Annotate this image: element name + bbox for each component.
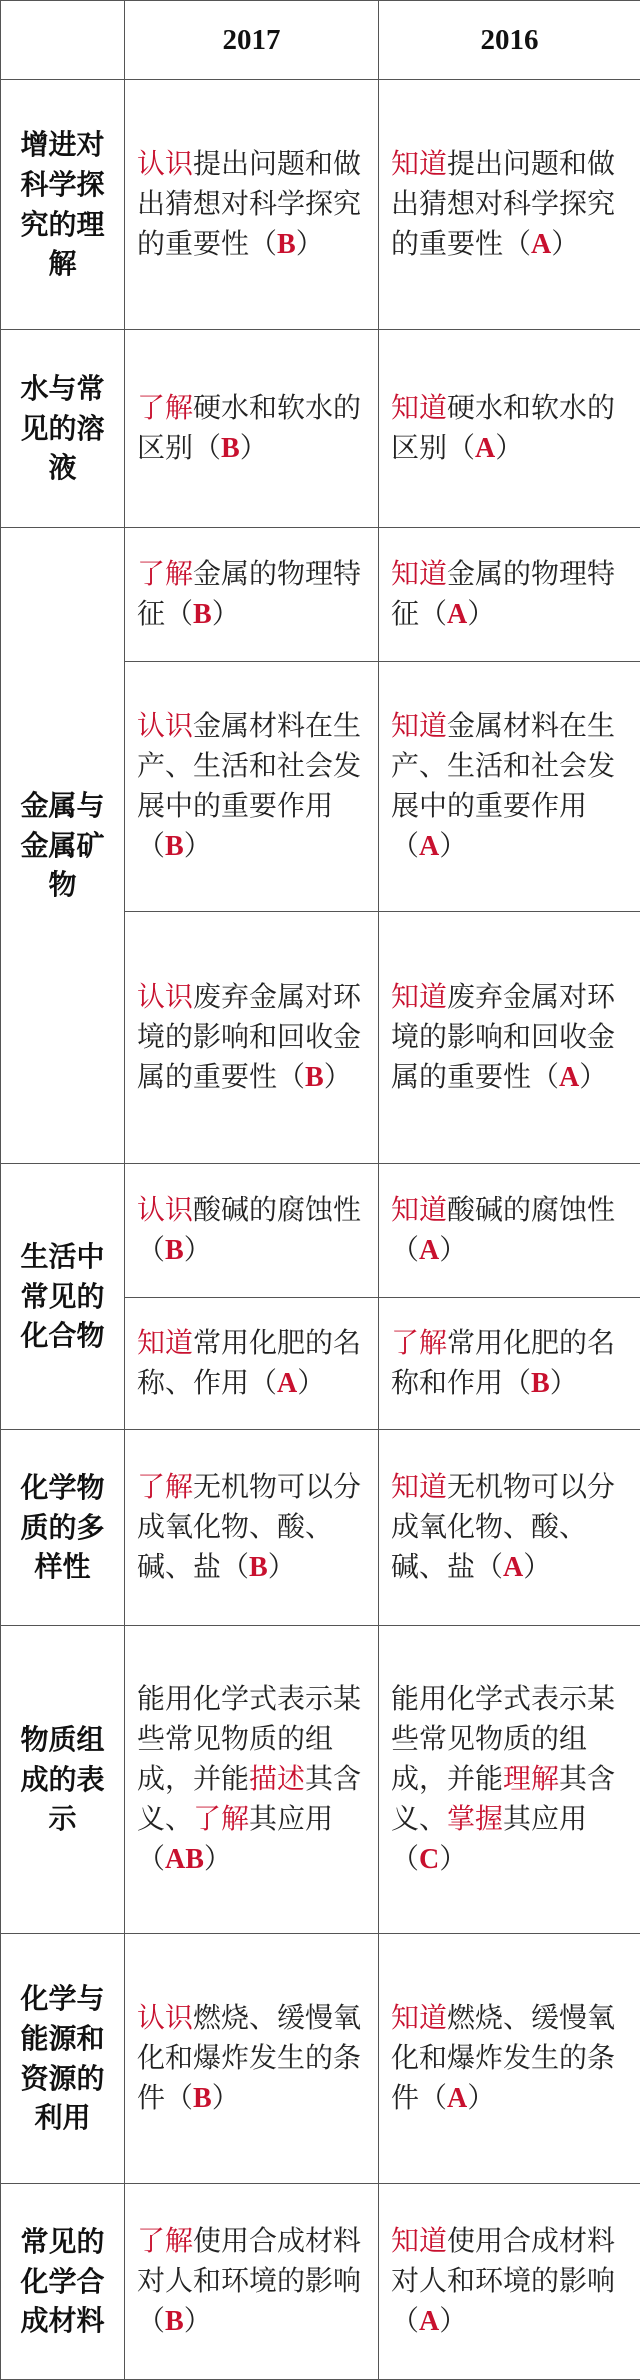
level-badge: A <box>447 2083 467 2114</box>
requirement-text-end: ） <box>184 2304 212 2337</box>
keyword: 描述 <box>249 1762 305 1795</box>
requirement-text: 燃烧、缓慢氧化和爆炸发生的条件（ <box>137 2001 361 2114</box>
keyword: 了解 <box>137 2224 193 2257</box>
requirement-text-end: ） <box>204 1842 232 1875</box>
requirement-text-end: ） <box>296 227 324 260</box>
requirement-text: 金属的物理特征（ <box>137 557 361 630</box>
corner-cell <box>1 1 125 80</box>
keyword: 认识 <box>137 980 193 1013</box>
keyword: 知道 <box>391 2001 447 2034</box>
requirement-text: 其含义、 <box>137 1762 361 1835</box>
level-badge: A <box>419 831 439 862</box>
requirement-text-end: ） <box>467 2081 495 2114</box>
table-row <box>1 1164 640 1298</box>
category-cell: 常见的化学合成材料 <box>1 2184 125 2380</box>
requirement-text: 酸碱的腐蚀性（ <box>137 1193 361 1266</box>
requirement-text-end: ） <box>439 1233 467 1266</box>
requirement-text: 提出问题和做出猜想对科学探究的重要性（ <box>391 147 615 260</box>
table-row <box>1 80 640 330</box>
level-badge: B <box>165 1235 184 1266</box>
table-row <box>1 528 640 662</box>
requirement-text-end: ） <box>297 1366 325 1399</box>
requirement-text: 能用化学式表示某些常见物质的组成，并能 <box>137 1682 361 1795</box>
level-badge: A <box>277 1368 297 1399</box>
requirement-text: 酸碱的腐蚀性（ <box>391 1193 615 1266</box>
requirement-text: 燃烧、缓慢氧化和爆炸发生的条件（ <box>391 2001 615 2114</box>
level-badge: B <box>305 1062 324 1093</box>
table-row <box>1 1430 640 1626</box>
requirement-2016 <box>379 528 640 662</box>
keyword: 认识 <box>137 709 193 742</box>
requirement-text: 使用合成材料对人和环境的影响（ <box>391 2224 615 2337</box>
category-cell: 增进对科学探究的理解 <box>1 80 125 330</box>
requirement-text-end: ） <box>184 1233 212 1266</box>
category-cell: 生活中常见的化合物 <box>1 1164 125 1430</box>
keyword: 了解 <box>137 1470 193 1503</box>
keyword: 了解 <box>137 557 193 590</box>
level-badge: A <box>475 433 495 464</box>
requirement-2016 <box>379 1298 640 1430</box>
requirement-2016 <box>379 2184 640 2380</box>
category-cell: 化学与能源和资源的利用 <box>1 1934 125 2184</box>
requirement-text-end: ） <box>212 597 240 630</box>
table-row <box>1 330 640 528</box>
level-badge: A <box>419 1235 439 1266</box>
year-2016-header: 2016 <box>379 1 640 80</box>
requirement-text: 无机物可以分成氧化物、酸、碱、盐（ <box>391 1470 615 1583</box>
keyword: 了解 <box>193 1802 249 1835</box>
requirement-text-end: ） <box>439 1842 467 1875</box>
level-badge: B <box>165 831 184 862</box>
requirement-text-end: ） <box>467 597 495 630</box>
level-badge: B <box>249 1552 268 1583</box>
requirement-text: 常用化肥的名称和作用（ <box>391 1326 615 1399</box>
level-badge: B <box>193 599 212 630</box>
requirement-text-end: ） <box>551 227 579 260</box>
requirement-text: 金属材料在生产、生活和社会发展中的重要作用（ <box>137 709 361 862</box>
requirement-2017 <box>125 1626 379 1934</box>
requirement-2017 <box>125 330 379 528</box>
category-cell: 金属与金属矿物 <box>1 528 125 1164</box>
requirement-2016 <box>379 80 640 330</box>
keyword: 理解 <box>503 1762 559 1795</box>
header-row <box>1 1 640 80</box>
requirement-text-end: ） <box>495 431 523 464</box>
requirement-text: 硬水和软水的区别（ <box>391 391 615 464</box>
level-badge: C <box>419 1844 439 1875</box>
keyword: 知道 <box>391 1470 447 1503</box>
keyword: 认识 <box>137 2001 193 2034</box>
requirement-text: 能用化学式表示某些常见物质的组成，并能 <box>391 1682 615 1795</box>
level-badge: A <box>559 1062 579 1093</box>
requirement-text-end: ） <box>268 1550 296 1583</box>
category-cell: 水与常见的溶液 <box>1 330 125 528</box>
category-cell: 化学物质的多样性 <box>1 1430 125 1626</box>
requirement-2017 <box>125 2184 379 2380</box>
keyword: 知道 <box>391 391 447 424</box>
requirement-text-end: ） <box>240 431 268 464</box>
requirement-2017 <box>125 528 379 662</box>
level-badge: B <box>165 2306 184 2337</box>
requirement-2017 <box>125 1164 379 1298</box>
requirement-2016 <box>379 662 640 912</box>
requirement-text: 提出问题和做出猜想对科学探究的重要性（ <box>137 147 361 260</box>
table-row <box>1 1934 640 2184</box>
requirement-text-end: ） <box>550 1366 578 1399</box>
requirement-text-end: ） <box>439 829 467 862</box>
requirement-2016 <box>379 1164 640 1298</box>
requirement-text: 其应用（ <box>137 1802 333 1875</box>
keyword: 知道 <box>391 557 447 590</box>
requirement-2016 <box>379 1934 640 2184</box>
requirement-text: 其应用（ <box>391 1802 587 1875</box>
level-badge: B <box>531 1368 550 1399</box>
requirement-text-end: ） <box>184 829 212 862</box>
requirement-2017 <box>125 80 379 330</box>
level-badge: A <box>419 2306 439 2337</box>
keyword: 知道 <box>391 1193 447 1226</box>
level-badge: B <box>277 229 296 260</box>
requirement-text: 金属材料在生产、生活和社会发展中的重要作用（ <box>391 709 615 862</box>
requirement-text: 金属的物理特征（ <box>391 557 615 630</box>
table-row <box>1 2184 640 2380</box>
level-badge: B <box>193 2083 212 2114</box>
requirement-text: 其含义、 <box>391 1762 615 1835</box>
year-2017-header: 2017 <box>125 1 379 80</box>
requirement-text: 硬水和软水的区别（ <box>137 391 361 464</box>
level-badge: B <box>221 433 240 464</box>
keyword: 认识 <box>137 147 193 180</box>
requirement-2016 <box>379 1430 640 1626</box>
level-badge: AB <box>165 1844 204 1875</box>
keyword: 了解 <box>391 1326 447 1359</box>
requirement-2016 <box>379 1626 640 1934</box>
requirement-2017 <box>125 1298 379 1430</box>
level-badge: A <box>531 229 551 260</box>
keyword: 知道 <box>391 709 447 742</box>
keyword: 认识 <box>137 1193 193 1226</box>
requirement-text-end: ） <box>324 1060 352 1093</box>
requirement-2017 <box>125 912 379 1164</box>
requirement-text-end: ） <box>579 1060 607 1093</box>
keyword: 知道 <box>137 1326 193 1359</box>
keyword: 知道 <box>391 980 447 1013</box>
requirement-text: 无机物可以分成氧化物、酸、碱、盐（ <box>137 1470 361 1583</box>
requirement-text-end: ） <box>523 1550 551 1583</box>
table-row <box>1 1626 640 1934</box>
category-cell: 物质组成的表示 <box>1 1626 125 1934</box>
keyword: 知道 <box>391 2224 447 2257</box>
requirement-2017 <box>125 1430 379 1626</box>
level-badge: A <box>447 599 467 630</box>
requirement-2017 <box>125 662 379 912</box>
requirement-2016 <box>379 912 640 1164</box>
requirement-text: 常用化肥的名称、作用（ <box>137 1326 361 1399</box>
keyword: 知道 <box>391 147 447 180</box>
requirement-text: 废弃金属对环境的影响和回收金属的重要性（ <box>137 980 361 1093</box>
level-badge: A <box>503 1552 523 1583</box>
keyword: 了解 <box>137 391 193 424</box>
keyword: 掌握 <box>447 1802 503 1835</box>
requirement-text-end: ） <box>212 2081 240 2114</box>
requirement-2017 <box>125 1934 379 2184</box>
requirement-text: 使用合成材料对人和环境的影响（ <box>137 2224 361 2337</box>
requirement-text-end: ） <box>439 2304 467 2337</box>
requirement-text: 废弃金属对环境的影响和回收金属的重要性（ <box>391 980 615 1093</box>
requirement-2016 <box>379 330 640 528</box>
